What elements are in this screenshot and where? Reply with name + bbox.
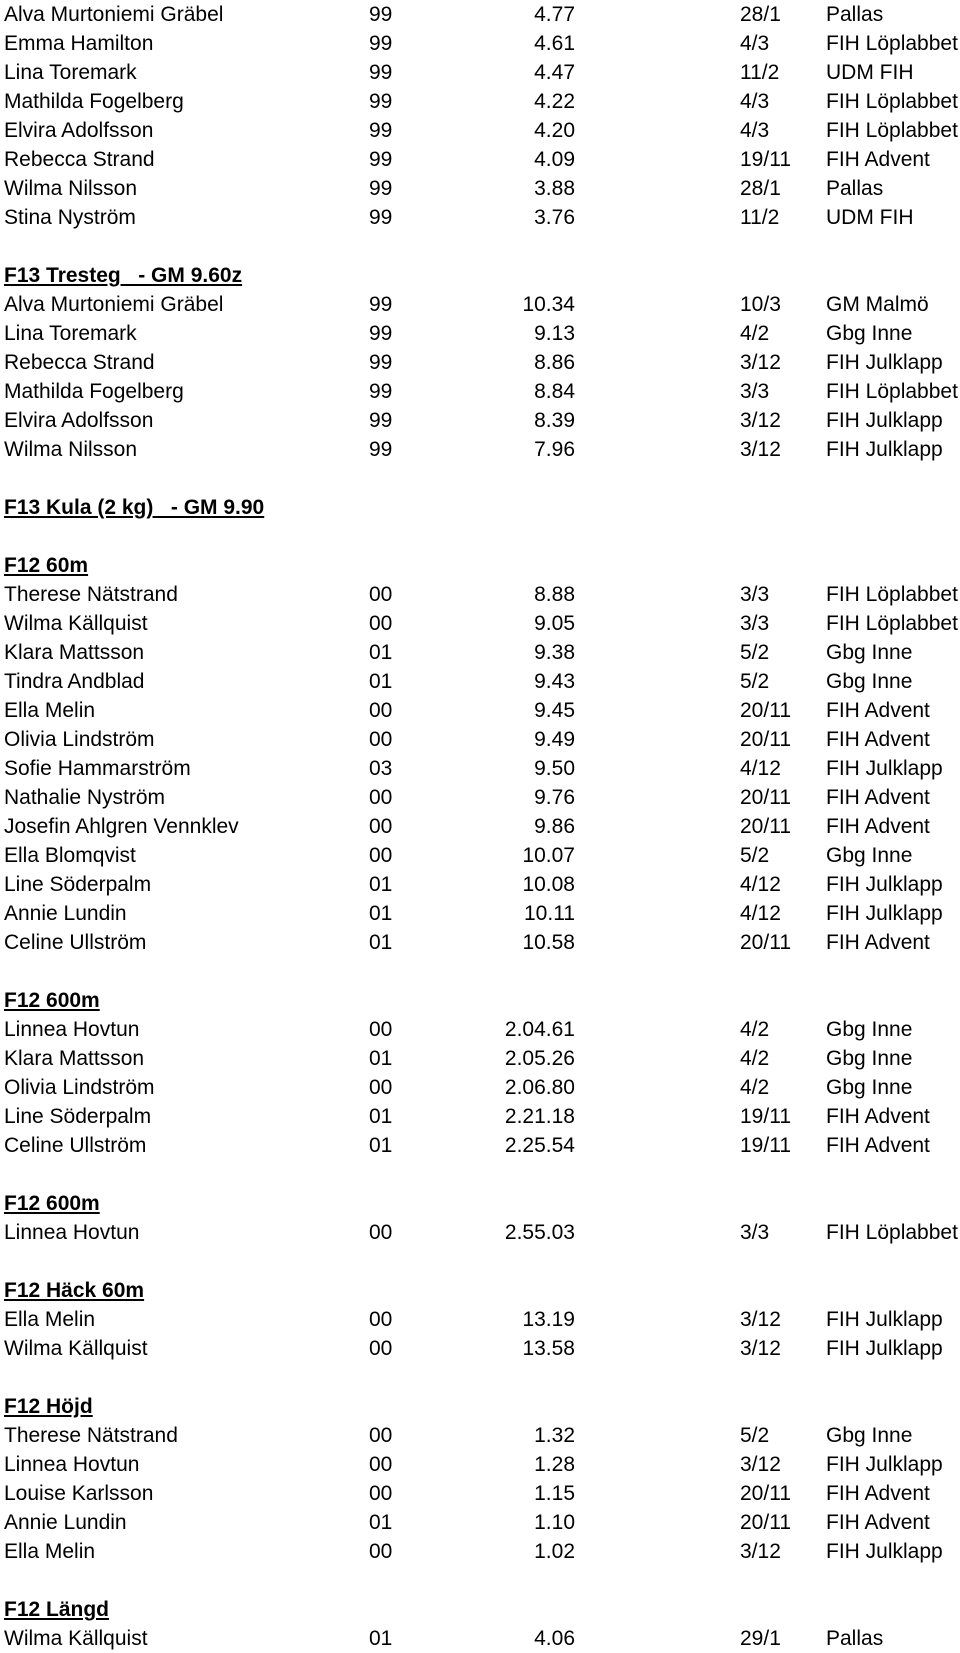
- birth-year: 01: [369, 902, 393, 925]
- competition-date: 3/3: [740, 612, 770, 635]
- result-value: 10.34: [522, 293, 575, 316]
- section-title: [0, 551, 960, 580]
- result-value: 1.15: [534, 1482, 575, 1505]
- competition-date: 5/2: [740, 1424, 770, 1447]
- result-value: 8.88: [534, 583, 575, 606]
- section-title-text: F12 600m: [4, 989, 100, 1012]
- result-value: 8.86: [534, 351, 575, 374]
- birth-year: 01: [369, 1627, 393, 1650]
- athlete-name: Ella Melin: [4, 1308, 96, 1331]
- section-title-text: F13 Tresteg - GM 9.60z: [4, 264, 243, 287]
- competition-date: 4/12: [740, 873, 781, 896]
- birth-year: 01: [369, 1047, 393, 1070]
- birth-year: 00: [369, 612, 393, 635]
- competition-date: 3/12: [740, 351, 781, 374]
- competition-name: FIH Julklapp: [826, 409, 943, 432]
- result-value: 3.88: [534, 177, 575, 200]
- result-value: 9.13: [534, 322, 575, 345]
- result-row: [0, 1334, 960, 1363]
- athlete-name: Wilma Källquist: [4, 1337, 148, 1360]
- results-section: [0, 232, 960, 464]
- result-row: [0, 377, 960, 406]
- result-row: [0, 174, 960, 203]
- competition-name: Gbg Inne: [826, 641, 913, 664]
- athlete-name: Alva Murtoniemi Gräbel: [4, 293, 224, 316]
- competition-name: FIH Advent: [826, 931, 930, 954]
- results-section: [0, 957, 960, 1160]
- athlete-name: Elvira Adolfsson: [4, 409, 154, 432]
- result-value: 10.08: [522, 873, 575, 896]
- athlete-name: Linnea Hovtun: [4, 1453, 140, 1476]
- competition-name: Gbg Inne: [826, 1076, 913, 1099]
- result-value: 13.19: [522, 1308, 575, 1331]
- competition-date: 19/11: [740, 148, 791, 171]
- competition-date: 3/12: [740, 409, 781, 432]
- result-row: [0, 928, 960, 957]
- competition-name: FIH Advent: [826, 786, 930, 809]
- competition-date: 3/12: [740, 1308, 781, 1331]
- birth-year: 99: [369, 409, 393, 432]
- competition-date: 3/3: [740, 380, 770, 403]
- result-value: 9.86: [534, 815, 575, 838]
- birth-year: 99: [369, 90, 393, 113]
- result-value: 1.28: [534, 1453, 575, 1476]
- result-value: 7.96: [534, 438, 575, 461]
- result-row: [0, 667, 960, 696]
- competition-date: 10/3: [740, 293, 781, 316]
- result-value: 4.06: [534, 1627, 575, 1650]
- competition-date: 3/3: [740, 1221, 770, 1244]
- section-spacer: [0, 1247, 960, 1276]
- competition-date: 20/11: [740, 728, 791, 751]
- athlete-name: Louise Karlsson: [4, 1482, 154, 1505]
- competition-name: FIH Löplabbet: [826, 583, 958, 606]
- result-row: [0, 406, 960, 435]
- athlete-name: Klara Mattsson: [4, 1047, 145, 1070]
- competition-date: 3/12: [740, 1453, 781, 1476]
- result-row: [0, 609, 960, 638]
- result-value: 9.43: [534, 670, 575, 693]
- competition-date: 20/11: [740, 1482, 791, 1505]
- athlete-name: Line Söderpalm: [4, 873, 152, 896]
- competition-date: 20/11: [740, 815, 791, 838]
- birth-year: 99: [369, 351, 393, 374]
- result-row: [0, 87, 960, 116]
- competition-name: FIH Löplabbet: [826, 1221, 958, 1244]
- competition-name: Gbg Inne: [826, 1424, 913, 1447]
- section-title: [0, 493, 960, 522]
- birth-year: 99: [369, 206, 393, 229]
- result-value: 3.76: [534, 206, 575, 229]
- birth-year: 99: [369, 293, 393, 316]
- section-title: [0, 1189, 960, 1218]
- athlete-name: Wilma Nilsson: [4, 438, 138, 461]
- competition-name: Gbg Inne: [826, 1047, 913, 1070]
- athlete-name: Ella Melin: [4, 1540, 96, 1563]
- result-value: 8.39: [534, 409, 575, 432]
- competition-name: FIH Löplabbet: [826, 119, 958, 142]
- birth-year: 01: [369, 1511, 393, 1534]
- athlete-name: Wilma Källquist: [4, 1627, 148, 1650]
- section-title-text: F12 Höjd: [4, 1395, 93, 1418]
- athlete-name: Wilma Källquist: [4, 612, 148, 635]
- result-row: [0, 319, 960, 348]
- competition-name: FIH Löplabbet: [826, 90, 958, 113]
- athlete-name: Ella Melin: [4, 699, 96, 722]
- competition-name: Gbg Inne: [826, 1018, 913, 1041]
- section-title: [0, 261, 960, 290]
- competition-name: Pallas: [826, 177, 884, 200]
- result-row: [0, 841, 960, 870]
- result-value: 2.55.03: [504, 1221, 575, 1244]
- competition-date: 11/2: [740, 206, 780, 229]
- birth-year: 01: [369, 670, 393, 693]
- section-spacer: [0, 522, 960, 551]
- result-row: [0, 1073, 960, 1102]
- competition-date: 11/2: [740, 61, 780, 84]
- result-row: [0, 58, 960, 87]
- result-row: [0, 870, 960, 899]
- athlete-name: Line Söderpalm: [4, 1105, 152, 1128]
- birth-year: 00: [369, 1453, 393, 1476]
- birth-year: 99: [369, 148, 393, 171]
- result-value: 4.61: [534, 32, 575, 55]
- athlete-name: Nathalie Nyström: [4, 786, 166, 809]
- result-row: [0, 1450, 960, 1479]
- competition-name: FIH Advent: [826, 815, 930, 838]
- birth-year: 99: [369, 3, 393, 26]
- birth-year: 00: [369, 1018, 393, 1041]
- competition-date: 20/11: [740, 699, 791, 722]
- section-title: [0, 1595, 960, 1624]
- competition-name: Gbg Inne: [826, 322, 913, 345]
- competition-name: FIH Löplabbet: [826, 380, 958, 403]
- section-title-text: F12 60m: [4, 554, 89, 577]
- competition-date: 4/2: [740, 1047, 770, 1070]
- competition-date: 20/11: [740, 786, 791, 809]
- athlete-name: Lina Toremark: [4, 61, 137, 84]
- athlete-name: Mathilda Fogelberg: [4, 90, 184, 113]
- birth-year: 00: [369, 844, 393, 867]
- competition-name: Pallas: [826, 1627, 884, 1650]
- birth-year: 01: [369, 931, 393, 954]
- athlete-name: Wilma Nilsson: [4, 177, 138, 200]
- competition-date: 3/3: [740, 583, 770, 606]
- competition-name: FIH Advent: [826, 1511, 930, 1534]
- competition-date: 3/12: [740, 1540, 781, 1563]
- result-row: [0, 696, 960, 725]
- competition-date: 4/2: [740, 1076, 770, 1099]
- result-row: [0, 0, 960, 29]
- competition-name: UDM FIH: [826, 206, 914, 229]
- results-section: [0, 464, 960, 522]
- result-value: 4.22: [534, 90, 575, 113]
- competition-date: 4/12: [740, 902, 781, 925]
- section-title-text: F12 600m: [4, 1192, 100, 1215]
- section-title: [0, 1276, 960, 1305]
- birth-year: 99: [369, 322, 393, 345]
- result-value: 4.20: [534, 119, 575, 142]
- competition-name: FIH Löplabbet: [826, 32, 958, 55]
- section-spacer: [0, 957, 960, 986]
- birth-year: 00: [369, 1221, 393, 1244]
- results-section: [0, 1566, 960, 1653]
- competition-name: Gbg Inne: [826, 844, 913, 867]
- competition-date: 19/11: [740, 1105, 791, 1128]
- athlete-name: Rebecca Strand: [4, 351, 155, 374]
- competition-name: FIH Julklapp: [826, 902, 943, 925]
- athlete-name: Elvira Adolfsson: [4, 119, 154, 142]
- competition-name: Gbg Inne: [826, 670, 913, 693]
- athlete-name: Annie Lundin: [4, 1511, 127, 1534]
- competition-date: 4/12: [740, 757, 781, 780]
- competition-name: FIH Julklapp: [826, 438, 943, 461]
- athlete-name: Annie Lundin: [4, 902, 127, 925]
- result-row: [0, 1015, 960, 1044]
- competition-date: 28/1: [740, 177, 781, 200]
- competition-name: FIH Advent: [826, 699, 930, 722]
- athlete-name: Tindra Andblad: [4, 670, 145, 693]
- result-row: [0, 783, 960, 812]
- competition-date: 4/3: [740, 32, 770, 55]
- section-spacer: [0, 1363, 960, 1392]
- competition-name: GM Malmö: [826, 293, 929, 316]
- competition-name: UDM FIH: [826, 61, 914, 84]
- result-value: 2.21.18: [504, 1105, 575, 1128]
- section-spacer: [0, 464, 960, 493]
- athlete-name: Emma Hamilton: [4, 32, 154, 55]
- result-value: 2.04.61: [504, 1018, 575, 1041]
- result-row: [0, 725, 960, 754]
- competition-name: FIH Löplabbet: [826, 612, 958, 635]
- section-title: [0, 1392, 960, 1421]
- birth-year: 03: [369, 757, 393, 780]
- result-value: 9.38: [534, 641, 575, 664]
- competition-name: FIH Julklapp: [826, 757, 943, 780]
- athlete-name: Stina Nyström: [4, 206, 136, 229]
- birth-year: 99: [369, 438, 393, 461]
- competition-date: 5/2: [740, 844, 770, 867]
- result-value: 4.09: [534, 148, 575, 171]
- result-row: [0, 29, 960, 58]
- athlete-name: Ella Blomqvist: [4, 844, 136, 867]
- result-row: [0, 1131, 960, 1160]
- competition-date: 3/12: [740, 1337, 781, 1360]
- result-value: 9.45: [534, 699, 575, 722]
- results-section: [0, 1247, 960, 1363]
- result-value: 1.10: [534, 1511, 575, 1534]
- result-row: [0, 1102, 960, 1131]
- athlete-name: Alva Murtoniemi Gräbel: [4, 3, 224, 26]
- result-row: [0, 812, 960, 841]
- competition-date: 19/11: [740, 1134, 791, 1157]
- result-value: 4.77: [534, 3, 575, 26]
- result-row: [0, 116, 960, 145]
- results-section: [0, 0, 960, 232]
- competition-name: Pallas: [826, 3, 884, 26]
- competition-name: FIH Advent: [826, 1134, 930, 1157]
- result-value: 9.49: [534, 728, 575, 751]
- result-row: [0, 1537, 960, 1566]
- competition-date: 20/11: [740, 931, 791, 954]
- athlete-name: Sofie Hammarström: [4, 757, 191, 780]
- result-value: 1.32: [534, 1424, 575, 1447]
- athlete-name: Celine Ullström: [4, 931, 147, 954]
- result-row: [0, 435, 960, 464]
- result-value: 9.50: [534, 757, 575, 780]
- athlete-name: Linnea Hovtun: [4, 1018, 140, 1041]
- section-title: [0, 986, 960, 1015]
- competition-name: FIH Julklapp: [826, 873, 943, 896]
- competition-date: 29/1: [740, 1627, 781, 1650]
- competition-date: 4/3: [740, 119, 770, 142]
- athlete-name: Josefin Ahlgren Vennklev: [4, 815, 239, 838]
- result-row: [0, 290, 960, 319]
- birth-year: 00: [369, 1308, 393, 1331]
- birth-year: 00: [369, 1482, 393, 1505]
- birth-year: 01: [369, 873, 393, 896]
- section-spacer: [0, 1160, 960, 1189]
- athlete-name: Lina Toremark: [4, 322, 137, 345]
- birth-year: 00: [369, 1337, 393, 1360]
- birth-year: 00: [369, 1424, 393, 1447]
- result-value: 10.11: [524, 902, 575, 925]
- result-row: [0, 1218, 960, 1247]
- competition-name: FIH Advent: [826, 728, 930, 751]
- athlete-name: Rebecca Strand: [4, 148, 155, 171]
- competition-name: FIH Julklapp: [826, 1308, 943, 1331]
- result-value: 2.06.80: [504, 1076, 575, 1099]
- birth-year: 99: [369, 61, 393, 84]
- birth-year: 99: [369, 119, 393, 142]
- competition-date: 4/2: [740, 1018, 770, 1041]
- athlete-name: Linnea Hovtun: [4, 1221, 140, 1244]
- section-spacer: [0, 232, 960, 261]
- competition-date: 3/12: [740, 438, 781, 461]
- birth-year: 01: [369, 641, 393, 664]
- competition-date: 28/1: [740, 3, 781, 26]
- athlete-name: Olivia Lindström: [4, 728, 155, 751]
- result-row: [0, 899, 960, 928]
- birth-year: 00: [369, 1540, 393, 1563]
- result-row: [0, 1508, 960, 1537]
- result-row: [0, 1624, 960, 1653]
- result-value: 9.05: [534, 612, 575, 635]
- athlete-name: Mathilda Fogelberg: [4, 380, 184, 403]
- result-value: 9.76: [534, 786, 575, 809]
- result-row: [0, 1421, 960, 1450]
- result-row: [0, 754, 960, 783]
- birth-year: 00: [369, 583, 393, 606]
- competition-date: 5/2: [740, 641, 770, 664]
- result-row: [0, 203, 960, 232]
- competition-name: FIH Julklapp: [826, 1337, 943, 1360]
- competition-date: 4/3: [740, 90, 770, 113]
- section-title-text: F12 Häck 60m: [4, 1279, 145, 1302]
- birth-year: 99: [369, 32, 393, 55]
- result-value: 10.58: [522, 931, 575, 954]
- section-title-text: F13 Kula (2 kg) - GM 9.90: [4, 496, 265, 519]
- result-value: 10.07: [522, 844, 575, 867]
- section-spacer: [0, 1566, 960, 1595]
- competition-name: FIH Julklapp: [826, 1453, 943, 1476]
- birth-year: 00: [369, 815, 393, 838]
- birth-year: 99: [369, 177, 393, 200]
- competition-name: FIH Julklapp: [826, 1540, 943, 1563]
- competition-name: FIH Advent: [826, 1105, 930, 1128]
- birth-year: 00: [369, 699, 393, 722]
- athlete-name: Celine Ullström: [4, 1134, 147, 1157]
- competition-date: 4/2: [740, 322, 770, 345]
- results-section: [0, 1160, 960, 1247]
- result-value: 2.25.54: [504, 1134, 575, 1157]
- athlete-name: Therese Nätstrand: [4, 583, 178, 606]
- result-value: 13.58: [522, 1337, 575, 1360]
- result-value: 4.47: [534, 61, 575, 84]
- competition-date: 20/11: [740, 1511, 791, 1534]
- athlete-name: Klara Mattsson: [4, 641, 145, 664]
- competition-date: 5/2: [740, 670, 770, 693]
- results-section: [0, 522, 960, 957]
- birth-year: 01: [369, 1105, 393, 1128]
- result-row: [0, 580, 960, 609]
- birth-year: 01: [369, 1134, 393, 1157]
- birth-year: 00: [369, 1076, 393, 1099]
- section-title-text: F12 Längd: [4, 1598, 110, 1621]
- birth-year: 00: [369, 786, 393, 809]
- birth-year: 00: [369, 728, 393, 751]
- athlete-name: Therese Nätstrand: [4, 1424, 178, 1447]
- result-value: 8.84: [534, 380, 575, 403]
- results-section: [0, 1363, 960, 1566]
- athlete-name: Olivia Lindström: [4, 1076, 155, 1099]
- result-value: 2.05.26: [504, 1047, 575, 1070]
- result-value: 1.02: [534, 1540, 575, 1563]
- competition-name: FIH Julklapp: [826, 351, 943, 374]
- competition-name: FIH Advent: [826, 1482, 930, 1505]
- result-row: [0, 348, 960, 377]
- result-row: [0, 145, 960, 174]
- result-row: [0, 638, 960, 667]
- result-row: [0, 1044, 960, 1073]
- birth-year: 99: [369, 380, 393, 403]
- competition-name: FIH Advent: [826, 148, 930, 171]
- result-row: [0, 1479, 960, 1508]
- result-row: [0, 1305, 960, 1334]
